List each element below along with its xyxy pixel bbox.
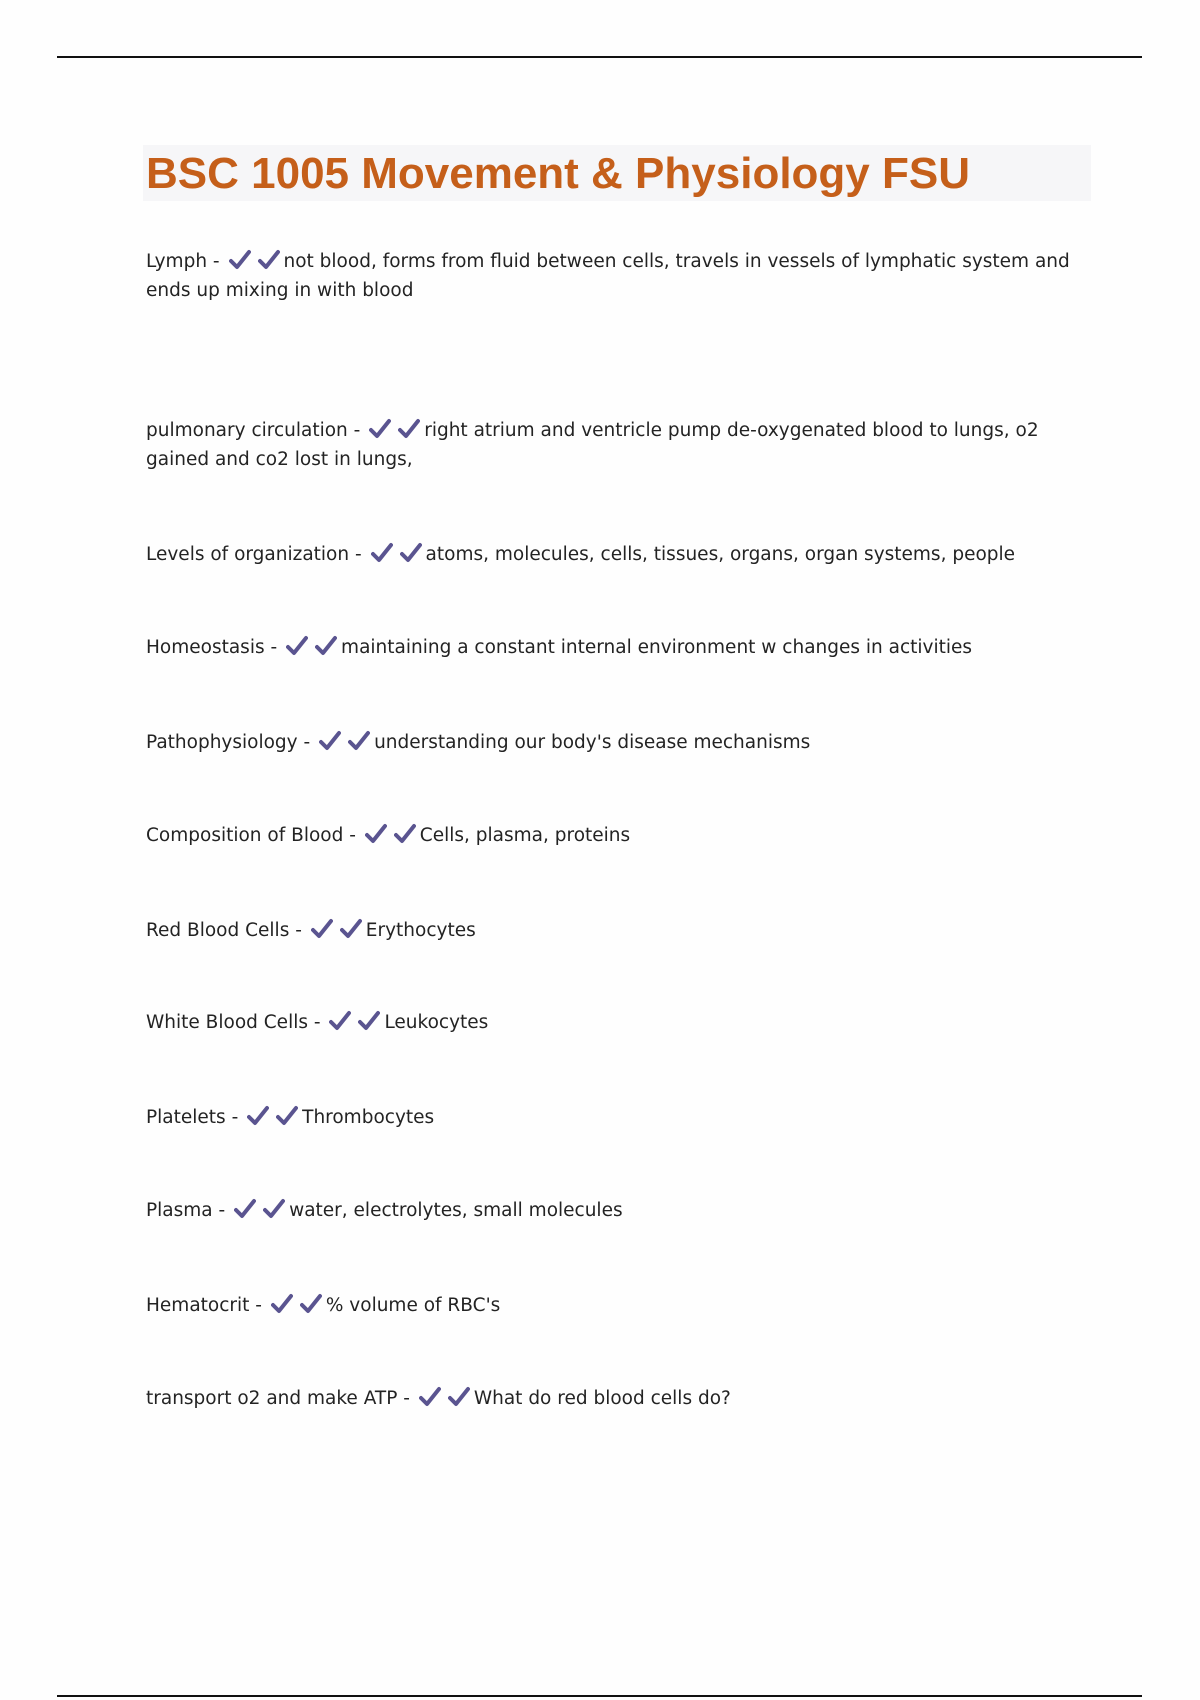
flashcard-entry (146, 633, 1091, 662)
checkmark-icon (229, 249, 251, 271)
entry-definition: not blood, forms from fluid between cells, travels in vessels of lymphatic system and ends up mixing in with blood (146, 251, 1070, 301)
checkmark-icon (371, 542, 393, 564)
entry-definition: Leukocytes (384, 1012, 489, 1033)
checkmark-icon (419, 1386, 441, 1408)
checkmark-icon (329, 1010, 351, 1032)
entry-term: Pathophysiology - (146, 732, 311, 753)
checkmark-icon (369, 418, 391, 440)
flashcard-entry (146, 247, 1091, 305)
entry-term: Red Blood Cells - (146, 920, 302, 941)
checkmark-icon (234, 1198, 256, 1220)
entry-term: Hematocrit - (146, 1295, 262, 1316)
checkmark-icon (247, 1105, 269, 1127)
page-title: BSC 1005 Movement & Physiology FSU (146, 149, 970, 198)
checkmark-icon (276, 1105, 298, 1127)
entry-term: Plasma - (146, 1200, 226, 1221)
entry-definition: Cells, plasma, proteins (419, 825, 631, 846)
entry-definition: right atrium and ventricle pump de-oxygenated blood to lungs, o2 gained and co2 lost in lungs, (146, 420, 1039, 470)
checkmark-icon (315, 635, 337, 657)
entry-term: Levels of organization - (146, 544, 362, 565)
entry-term: pulmonary circulation - (146, 420, 361, 441)
entry-definition: understanding our body's disease mechanisms (374, 732, 811, 753)
entry-definition: Thrombocytes (302, 1107, 435, 1128)
checkmark-icon (340, 918, 362, 940)
entry-definition: Erythocytes (365, 920, 476, 941)
flashcard-entry (146, 1008, 1091, 1037)
checkmark-icon (263, 1198, 285, 1220)
entry-term: Lymph - (146, 251, 220, 272)
flashcard-entry (146, 728, 1091, 757)
entry-definition: What do red blood cells do? (473, 1388, 731, 1409)
entry-definition: % volume of RBC's (325, 1295, 501, 1316)
checkmark-icon (400, 542, 422, 564)
entry-term: White Blood Cells - (146, 1012, 321, 1033)
bottom-rule (57, 1695, 1142, 1697)
checkmark-icon (358, 1010, 380, 1032)
checkmark-icon (300, 1293, 322, 1315)
checkmark-icon (258, 249, 280, 271)
flashcard-entry (146, 821, 1091, 850)
checkmark-icon (319, 730, 341, 752)
entry-term: Homeostasis - (146, 637, 278, 658)
entry-term: Platelets - (146, 1107, 239, 1128)
checkmark-icon (394, 823, 416, 845)
checkmark-icon (271, 1293, 293, 1315)
flashcard-entry (146, 540, 1091, 569)
entry-definition: maintaining a constant internal environment w changes in activities (341, 637, 973, 658)
entry-term: transport o2 and make ATP - (146, 1388, 410, 1409)
checkmark-icon (311, 918, 333, 940)
flashcard-entry (146, 1384, 1091, 1413)
flashcard-entry (146, 416, 1091, 474)
top-rule (57, 56, 1142, 58)
flashcard-entry (146, 916, 1091, 945)
flashcard-entry (146, 1103, 1091, 1132)
entry-definition: water, electrolytes, small molecules (289, 1200, 623, 1221)
checkmark-icon (448, 1386, 470, 1408)
entry-definition: atoms, molecules, cells, tissues, organs, organ systems, people (425, 544, 1016, 565)
checkmark-icon (286, 635, 308, 657)
flashcard-entry (146, 1291, 1091, 1320)
entry-term: Composition of Blood - (146, 825, 356, 846)
checkmark-icon (365, 823, 387, 845)
checkmark-icon (348, 730, 370, 752)
checkmark-icon (398, 418, 420, 440)
flashcard-entry (146, 1196, 1091, 1225)
